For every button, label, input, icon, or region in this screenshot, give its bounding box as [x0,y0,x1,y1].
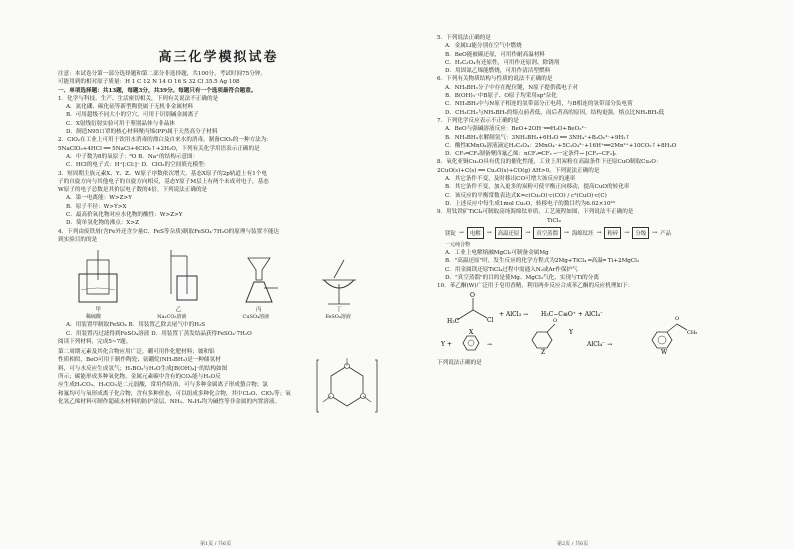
svg-text:Cl: Cl [487,316,494,324]
svg-text:+ AlCl₃ →: + AlCl₃ → [499,310,529,318]
left-question-line: 到实验目的的是 [58,236,98,243]
label-yi: 乙 [175,307,182,314]
apparatus-jia-icon [73,250,123,306]
svg-text:H₃C: H₃C [447,317,460,325]
flow-step-2: 高温还原 [495,227,523,239]
left-question-line: B．原子半径：W>Y>X [66,203,127,210]
left-question-line: 2．ClO₂在工业上可用于饮用水消毒的漂白及自来水的消毒，制备ClO₂的一种方法为： [58,137,272,144]
left-question-line: D．简单氢化物的沸点：X>Z [66,220,139,227]
reading-passage [58,348,379,406]
right-question-line: D．上述反应中每生成1mol Cu₂O，转移电子的数目约为6.02×10²³ [445,200,616,207]
right-question-line: 5．下列说法正确的是 [437,35,491,41]
left-question-line: C．HCl的电子式：H⁺[:Cl:]⁻ D．ClO₂的空间填充模型： [66,162,210,169]
flow-arrow-icon: → [458,229,464,237]
svg-text:Y +: Y + [441,340,452,348]
left-question-line: 子的自旋方向与其他电子的自旋方向相反，基态Y原子M层上有两个未成对电子，基态 [58,178,269,185]
passage-text [58,348,308,406]
flow-start: 镁锭 [445,230,456,237]
apparatus-notes [58,314,379,321]
left-question-line: A．第一电离能：W>Z>Y [66,195,132,202]
left-question-line: A．中子数为8的氧原子：⁸O B．Na⁺的结构示意图： [66,153,199,160]
svg-text:O: O [470,291,475,299]
right-question-line: A．NH₃BH₃分子中存在配位键，N原子提供孤电子对 [445,84,578,91]
svg-text:O: O [553,317,558,324]
flow-arrow-icon: → [486,229,492,237]
right-question-line: D．"真空蒸馏"的目的是使Mg、MgCl₂气化，实现与Ti的分离 [445,275,599,282]
reaction-mechanism-icon [437,292,767,354]
flow-arrow-icon: → [525,229,531,237]
passage-line: 第二周期元素及其化合物应用广泛。硼可用作化肥材料；铍和铝 [58,349,215,356]
left-question-block [58,70,379,244]
right-question-line: C．H₂C₂O₄有还原性，可用作还原剂、除锈剂 [445,59,560,66]
passage-line: 和氟均可与氧形成离子化合物，含有多种价态，可以组成多种化合物，其中Cl₂O、ClO₂等；氧 [58,390,291,397]
passage-line: 料，可与水反应生成氢气；H₃BO₃与H₂O生成[B(OH)₄]⁻的结构如图 [58,365,228,372]
right-question-line: 10．苯乙酮(W)广泛用于皂用香精，利用两步反应合成苯乙酮的反应机理如下： [437,283,634,290]
left-question-line: C．最高价氧化物对应水化物的酸性：W>Z>Y [66,212,183,219]
right-question-line: A．BeO与强碱溶液反应：BeO+2OH⁻══H₂O+BeO₂²⁻ [445,126,587,133]
flow-byproduct: 一元纯合物 [445,241,471,248]
apparatus-yi-icon [153,250,203,306]
left-question-line: 一、单项选择题：共13题，每题3分，共39分。每题只有一个选项最符合题意。 [58,87,257,94]
label-bing: 丙 [255,307,262,314]
note-1: Na₂CO₃溶液 [157,314,187,321]
footer-right: 第2页 / 共6页 [557,541,589,547]
left-question-line: 3．短周期主族元素X、Y、Z、W原子序数依次增大，基态X原子的2p轨道上有1个电 [58,170,267,177]
left-question-line: A．氮化硼、碳化硅等新型陶瓷属于无机非金属材料 [66,104,194,111]
rxn-label-z: Z [541,348,546,354]
right-question-line: B．"高温还原"时，发生反应的化学方程式为2Mg+TiCl₄ ═高温═ Ti+2MgCl₂ [445,258,640,265]
left-question-line: 注意：本试卷分第一部分选择题和第二部分非选择题，共100分，考试时间75分钟。 [58,71,266,77]
right-question-line: B．NH₃BH₃水解制氢气：3NH₃BH₃+6H₂O ══ 3NH₄⁺+B₃O₆³⁻+9H₂↑ [445,134,631,141]
flow-top-reagent: TiCl₄ [547,217,561,224]
note-3: FeSO₄溶液 [325,314,351,321]
flow-arrow-icon: → [624,229,630,237]
right-question-block [437,34,770,217]
left-question-line: D．制造N95口罩的核心材料聚丙烯(PP)属于天然高分子材料 [66,129,218,136]
left-question-line: 1．化学与科技、生产、生活密切相关，下列有关说法不正确的是 [58,95,219,102]
passage-line: 性质相似，BeO可用于制作陶瓷；氨硼烷(NH₃BH₃)是一种储氢材 [58,357,221,364]
right-question-line: B．其它条件不变，加入更多的炭粉可使平衡正向移动，提高CuO的转化率 [445,184,630,191]
rxn-label-y: Y [569,328,573,336]
svg-text:CH₃: CH₃ [687,329,698,336]
left-question-line: A．用装置甲制取FeSO₄ B．用装置乙除去尾气中的H₂S [66,322,206,329]
svg-text:O: O [675,315,680,322]
right-question-block-2 [437,249,770,290]
passage-line: 所示；碳能形成多种氧化物，金属元素碳中含有的CO₂能与H₂O反 [58,374,221,381]
right-question-line: 6．下列有关物质结构与性质的说法不正确的是 [437,76,553,83]
left-question-line: C．X射线衍射实验可用于鉴别晶体与非晶体 [66,120,175,127]
right-question-line: 7．下列化学反应表示不正确的是 [437,117,519,124]
label-ding: 丁 [336,307,342,314]
right-question-line: B．B(OH)₃⁻中B原子、O原子均采用sp³杂化 [445,93,557,100]
right-question-line: A．金属Li能分别在空气中燃烧 [445,43,522,50]
label-jia: 甲 [95,307,101,314]
flow-arrow-icon: → [563,229,569,237]
flow-end-1: 粉碎 [604,227,621,239]
passage-line: 应生成H₂CO₃，H₂CO₃是二元弱酸，常用作防治，可与多种金属离子形成螯合物；氯 [58,382,268,389]
left-question-line: 4．下列由废铁屑(含Fe外还含少量C、FeS等杂质)制取FeSO₄·7H₂O的原理与装置不能达 [58,228,280,235]
right-question-line: A．工业上电解熔融MgCl₂可制备金属Mg [445,250,549,257]
apparatus-figure [58,246,379,321]
right-question-line: 8．氧化亚铜Cu₂O具有优良的催化性能，工业上用炭粉在高温条件下还原CuO制取Cu₂O： [437,159,662,166]
flow-product: 产品 [660,230,671,237]
apparatus-bing-icon [234,250,284,306]
flow-row [445,227,770,239]
svg-text:AlCl₄⁻ →: AlCl₄⁻ → [587,340,613,348]
right-question-line: 9．用钛铁矿TiCl₄可制取高纯海绵钛单质，工艺流程如图，下列说法不正确的是 [437,209,634,216]
right-question-line: C．该反应的平衡常数表达式K=c(Cu₂O)·c(CO) / c²(CuO)·c(C) [445,192,607,199]
left-question-line: 阅读下列材料，完成5~7题。 [58,338,132,345]
left-question-line: 可能用到的相对原子质量：H 1 C 12 N 14 O 16 S 32 Cl 35.5 Ag 108 [58,79,240,86]
right-question-line: D．CF₂═CF₂制备聚四氟乙烯：nCF₂═CF₂ ─一定条件→ ⁅CF₂─CF₂⁆ₙ [445,151,617,158]
flow-step-3: 真空蒸馏 [533,227,561,239]
passage-line: 化氢乙烯材料可制作超疏水材料的防护涂层，NH₃、N₂H₄均为碱性等非金属的内置溶液。 [58,398,281,405]
left-question-line: C．用装置丙过滤得到FeSO₄溶液 D．用装置丁蒸发结晶获得FeSO₄·7H₂O [66,330,252,337]
right-question-line: C．酸性KMnO₄溶液滴定H₂C₂O₄：2MnO₄⁻+5C₂O₄²⁻+16H⁺══2Mn²⁺+10CO₂↑+8H₂O [445,142,677,149]
page-title: 高三化学模拟试卷 [158,50,279,65]
left-question-block-2 [58,321,379,346]
borate-structure-icon [315,356,383,416]
note-2: CuSO₄溶液 [242,314,270,321]
right-question-line: A．其它条件不变，及时移出CO可增大该反应的速率 [445,176,576,183]
right-question-line: C．用金属镁还原TiCl₄过程中需通入N₂或Ar作保护气 [445,266,578,273]
rxn-label-w: W [661,348,668,354]
right-question-line: B．BeO能被碳还原，可用作耐高温材料 [445,51,546,58]
left-question-line: B．可用超级不同大小的空穴，可用于识别碱金属离子 [66,112,199,119]
footer-left: 第1页 / 共6页 [200,541,232,547]
svg-text:→: → [487,340,493,348]
rxn-label-x: X [469,328,474,336]
right-column [397,0,794,549]
right-question-line: D．CH₃CH₃与NH₃BH₃的熔点前者低，而后者高的原因，结构更强，熔点比NH₃BH₃低 [445,109,665,116]
flow-arrow-icon: → [596,229,602,237]
flow-tail: 海绵钛坯 [571,230,594,237]
svg-text:H₃C−C≡O⁺ + AlCl₄⁻: H₃C−C≡O⁺ + AlCl₄⁻ [541,310,604,318]
right-question-line: 2CuO(s)+C(s) ══ Cu₂O(s)+CO(g) ΔH>0。下列说法正确的是 [437,167,600,174]
flow-end-2: 分级 [632,227,649,239]
flow-step-1: 电解 [467,227,484,239]
left-question-line: W原子的电子总数是其价层电子数的4倍。下列说法正确的是 [58,187,208,194]
q10-prompt: 下列说法正确的是 [437,359,482,366]
right-question-line: C．NH₃BH₃中与N原子相连的氢带部分正电荷，与B相连的氢带部分负电荷 [445,101,633,108]
apparatus-ding-icon [314,250,364,306]
note-0: 稀硫酸 [86,314,102,321]
right-question-line: D．用固氮乙烯能燃烧，可用作清洁型燃料 [445,68,551,75]
process-flow [437,217,770,250]
flow-arrow-icon: → [652,229,658,237]
left-question-line: 5NaClO₂+4HCl ══ 5NaCl+4ClO₂↑+2H₂O，下列有关化学用语表示正确的是 [58,145,260,152]
